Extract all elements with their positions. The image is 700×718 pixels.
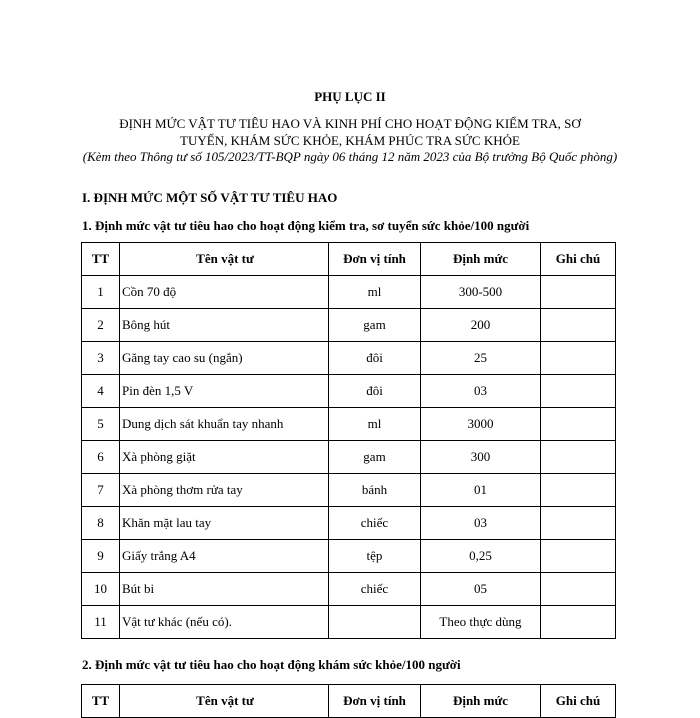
supplies-table-2 [81,684,616,718]
header-unit: Đơn vị tính [329,243,421,276]
cell-unit: gam [329,309,421,342]
header-norm: Định mức [421,685,541,718]
table-row [82,474,616,507]
table-row [82,573,616,606]
cell-norm: 3000 [421,408,541,441]
document-subtitle: (Kèm theo Thông tư số 105/2023/TT-BQP ngày 06 tháng 12 năm 2023 của Bộ trưởng Bộ Quốc phòng) [82,149,618,164]
cell-unit: tệp [329,540,421,573]
cell-tt: 4 [82,375,120,408]
cell-name: Bút bi [120,573,329,606]
table-row [82,276,616,309]
cell-note [541,408,616,441]
cell-name: Xà phòng thơm rửa tay [120,474,329,507]
cell-tt: 10 [82,573,120,606]
cell-norm: 05 [421,573,541,606]
cell-unit: đôi [329,342,421,375]
header-tt: TT [82,243,120,276]
section-heading: I. ĐỊNH MỨC MỘT SỐ VẬT TƯ TIÊU HAO [82,190,338,205]
cell-note [541,441,616,474]
main-title: ĐỊNH MỨC VẬT TƯ TIÊU HAO VÀ KINH PHÍ CHO HOẠT ĐỘNG KIỂM TRA, SƠ TUYỂN, KHÁM SỨC KHỎE, KHÁM PHÚC TRA SỨC KHỎE [119,116,581,148]
cell-note [541,474,616,507]
cell-unit: ml [329,408,421,441]
table-row [82,507,616,540]
cell-note [541,309,616,342]
cell-norm: 03 [421,375,541,408]
cell-note [541,342,616,375]
cell-norm: 300 [421,441,541,474]
subsection-heading-1: 1. Định mức vật tư tiêu hao cho hoạt động kiểm tra, sơ tuyển sức khỏe/100 người [82,218,530,233]
subsection-heading-2: 2. Định mức vật tư tiêu hao cho hoạt động khám sức khỏe/100 người [82,657,461,672]
cell-norm: 01 [421,474,541,507]
cell-note [541,507,616,540]
cell-norm: 0,25 [421,540,541,573]
table-row [82,606,616,639]
cell-note [541,573,616,606]
cell-note [541,540,616,573]
cell-norm: 25 [421,342,541,375]
cell-norm: 300-500 [421,276,541,309]
header-norm: Định mức [421,243,541,276]
cell-norm: Theo thực dùng [421,606,541,639]
table-header-row [82,243,616,276]
table-row [82,342,616,375]
cell-norm: 200 [421,309,541,342]
cell-tt: 5 [82,408,120,441]
cell-unit: bánh [329,474,421,507]
cell-name: Dung dịch sát khuẩn tay nhanh [120,408,329,441]
cell-tt: 2 [82,309,120,342]
cell-unit: chiếc [329,507,421,540]
cell-unit: gam [329,441,421,474]
cell-name: Vật tư khác (nếu có). [120,606,329,639]
cell-unit: chiếc [329,573,421,606]
table-row [82,408,616,441]
cell-tt: 1 [82,276,120,309]
supplies-table-1 [81,242,616,639]
cell-unit: ml [329,276,421,309]
cell-name: Khăn mặt lau tay [120,507,329,540]
header-name: Tên vật tư [120,243,329,276]
cell-name: Găng tay cao su (ngắn) [120,342,329,375]
cell-note [541,375,616,408]
cell-tt: 8 [82,507,120,540]
header-note: Ghi chú [541,243,616,276]
cell-norm: 03 [421,507,541,540]
cell-tt: 7 [82,474,120,507]
cell-unit [329,606,421,639]
cell-tt: 11 [82,606,120,639]
cell-note [541,276,616,309]
table-row [82,441,616,474]
table-header-row [82,685,616,718]
header-name: Tên vật tư [120,685,329,718]
cell-tt: 6 [82,441,120,474]
table-row [82,375,616,408]
header-tt: TT [82,685,120,718]
appendix-title: PHỤ LỤC II [314,89,386,104]
header-unit: Đơn vị tính [329,685,421,718]
cell-name: Bông hút [120,309,329,342]
cell-tt: 9 [82,540,120,573]
header-note: Ghi chú [541,685,616,718]
cell-name: Cồn 70 độ [120,276,329,309]
cell-name: Giấy trắng A4 [120,540,329,573]
cell-note [541,606,616,639]
cell-tt: 3 [82,342,120,375]
cell-name: Xà phòng giặt [120,441,329,474]
table-row [82,540,616,573]
cell-unit: đôi [329,375,421,408]
cell-name: Pin đèn 1,5 V [120,375,329,408]
table-row [82,309,616,342]
